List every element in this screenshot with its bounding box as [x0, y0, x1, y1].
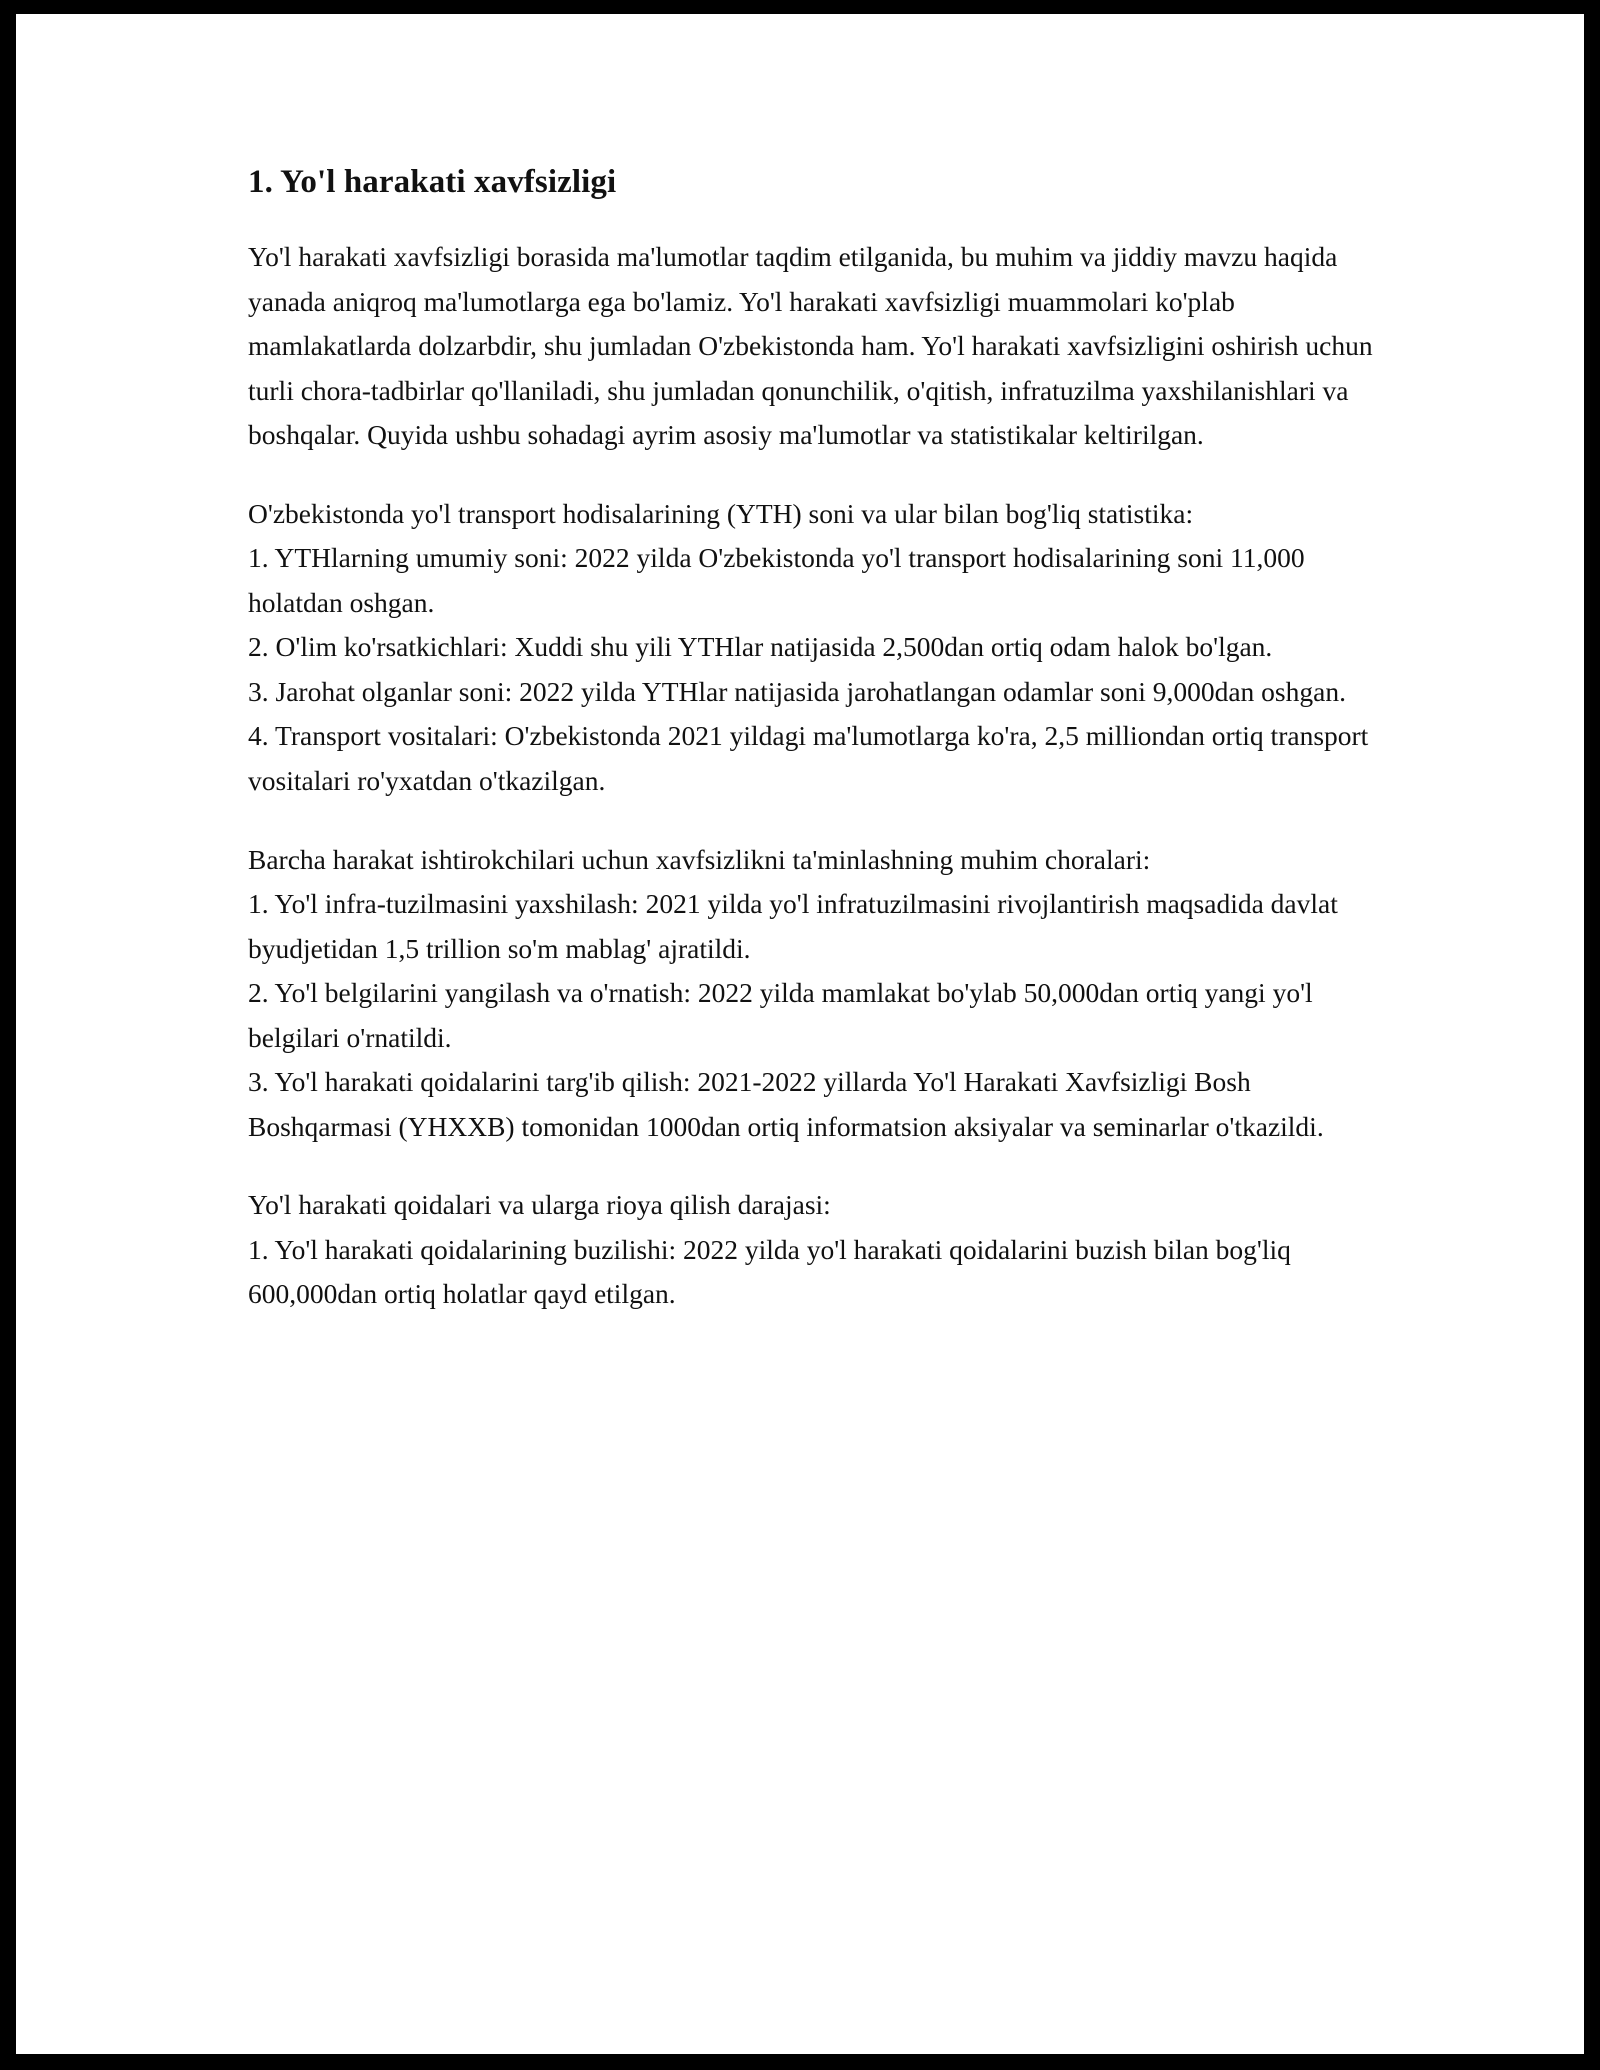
statistics-section — [248, 492, 1379, 804]
document-page — [16, 14, 1584, 2054]
rules-heading: Yo'l harakati qoidalari va ularga rioya qilish darajasi: — [248, 1189, 831, 1221]
measures-item: 3. Yo'l harakati qoidalarini targ'ib qilish: 2021-2022 yillarda Yo'l Harakati Xavfsizligi Bosh Boshqarmasi (YHXXB) tomonidan 1000dan ortiq informatsion aksiyalar va seminarlar o'tkazildi. — [248, 1066, 1324, 1142]
statistics-item: 4. Transport vositalari: O'zbekistonda 2021 yildagi ma'lumotlarga ko'ra, 2,5 milliondan ortiq transport vositalari ro'yxatdan o'tkazilgan. — [248, 720, 1369, 797]
measures-section — [248, 838, 1379, 1150]
measures-item: 1. Yo'l infra-tuzilmasini yaxshilash: 2021 yilda yo'l infratuzilmasini rivojlantirish maqsadida davlat byudjetidan 1,5 trillion so'm mablag' ajratildi. — [248, 888, 1338, 964]
statistics-item: 1. YTHlarning umumiy soni: 2022 yilda O'zbekistonda yo'l transport hodisalarining soni 11,000 holatdan oshgan. — [248, 542, 1305, 618]
page-title: 1. Yo'l harakati xavfsizligi — [248, 164, 617, 200]
rules-item: 1. Yo'l harakati qoidalarining buzilishi: 2022 yilda yo'l harakati qoidalarini buzish bilan bog'liq 600,000dan ortiq holatlar qayd etilgan. — [248, 1233, 1291, 1310]
statistics-heading: O'zbekistonda yo'l transport hodisalarining (YTH) soni va ular bilan bog'liq statistika: — [248, 497, 1194, 529]
measures-heading: Barcha harakat ishtirokchilari uchun xavfsizlikni ta'minlashning muhim choralari: — [248, 843, 1151, 875]
measures-item: 2. Yo'l belgilarini yangilash va o'rnatish: 2022 yilda mamlakat bo'ylab 50,000dan ortiq yangi yo'l belgilari o'rnatildi. — [248, 977, 1313, 1053]
rules-section — [248, 1183, 1379, 1317]
intro-paragraph: Yo'l harakati xavfsizligi borasida ma'lumotlar taqdim etilganida, bu muhim va jiddiy mavzu haqida yanada aniqroq ma'lumotlarga ega bo'lamiz. Yo'l harakati xavfsizligi muammolari ko'plab mamlakatlarda dolzarbdir, shu jumladan O'zbekistonda ham. Yo'l harakati xavfsizligini oshirish uchun turli chora-tadbirlar qo'llaniladi, shu jumladan qonunchilik, o'qitish, infratuzilma yaxshilanishlari va boshqalar. Quyida ushbu sohadagi ayrim asosiy ma'lumotlar va statistikalar keltirilgan. — [248, 241, 1373, 451]
statistics-item: 2. O'lim ko'rsatkichlari: Xuddi shu yili YTHlar natijasida 2,500dan ortiq odam halok bo'lgan. — [248, 631, 1273, 663]
statistics-item: 3. Jarohat olganlar soni: 2022 yilda YTHlar natijasida jarohatlangan odamlar soni 9,000dan oshgan. — [248, 675, 1346, 707]
